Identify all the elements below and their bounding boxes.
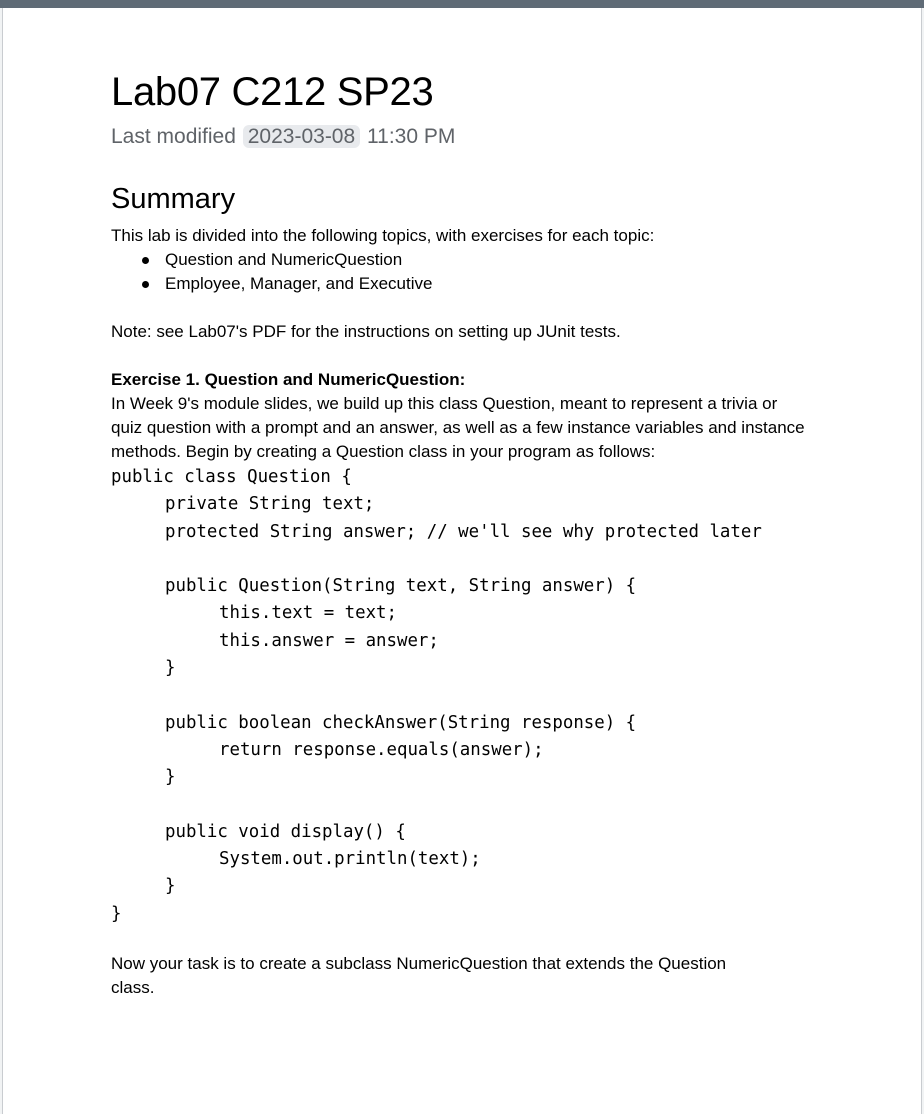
- topic-label: Question and NumericQuestion: [165, 250, 403, 269]
- summary-intro: This lab is divided into the following topics, with exercises for each topic:: [111, 226, 655, 245]
- code-line: this.answer = answer;: [219, 630, 439, 651]
- last-modified-label: Last modified: [111, 125, 236, 148]
- code-blank-line: [111, 546, 811, 573]
- code-line: this.text = text;: [219, 603, 397, 624]
- code-line: }: [165, 767, 176, 788]
- list-item: [111, 248, 811, 272]
- summary-heading: Summary: [111, 183, 236, 215]
- code-line: protected String answer; // we'll see why protected later: [165, 521, 762, 542]
- document-page: [2, 8, 922, 1114]
- top-bar: [0, 0, 924, 8]
- date-chip[interactable]: 2023-03-08: [243, 125, 360, 148]
- code-line: }: [165, 658, 176, 679]
- code-blank-line: [111, 792, 811, 819]
- junit-note: Note: see Lab07's PDF for the instructions on setting up JUnit tests.: [111, 322, 621, 341]
- document-content: [111, 68, 811, 1000]
- code-line: public class Question {: [111, 467, 352, 487]
- bullet-icon: [142, 257, 149, 264]
- code-line: }: [165, 876, 176, 897]
- exercise-1-description: In Week 9's module slides, we build up this class Question, meant to represent a trivia or quiz question with a prompt and an answer, as well as a few instance variables and instance methods. Begin by creating a Question class in your program as follows:: [111, 394, 805, 461]
- code-line: }: [111, 903, 122, 924]
- code-line: public void display() {: [165, 821, 406, 842]
- last-modified-time: 11:30 PM: [367, 125, 456, 148]
- code-block: [111, 464, 811, 928]
- list-item: [111, 272, 811, 296]
- bullet-icon: [142, 281, 149, 288]
- code-line: private String text;: [165, 494, 375, 515]
- code-blank-line: [111, 682, 811, 709]
- code-line: System.out.println(text);: [219, 849, 481, 870]
- code-line: return response.equals(answer);: [219, 739, 544, 760]
- code-line: public boolean checkAnswer(String response) {: [165, 712, 637, 733]
- document-title: Lab07 C212 SP23: [111, 70, 434, 114]
- topic-label: Employee, Manager, and Executive: [165, 274, 433, 293]
- exercise-1-title: Exercise 1. Question and NumericQuestion:: [111, 370, 466, 389]
- topic-list: [111, 248, 811, 296]
- task-paragraph: Now your task is to create a subclass NumericQuestion that extends the Question class.: [111, 954, 727, 998]
- last-modified-line: [111, 124, 811, 150]
- code-line: public Question(String text, String answer) {: [165, 576, 637, 597]
